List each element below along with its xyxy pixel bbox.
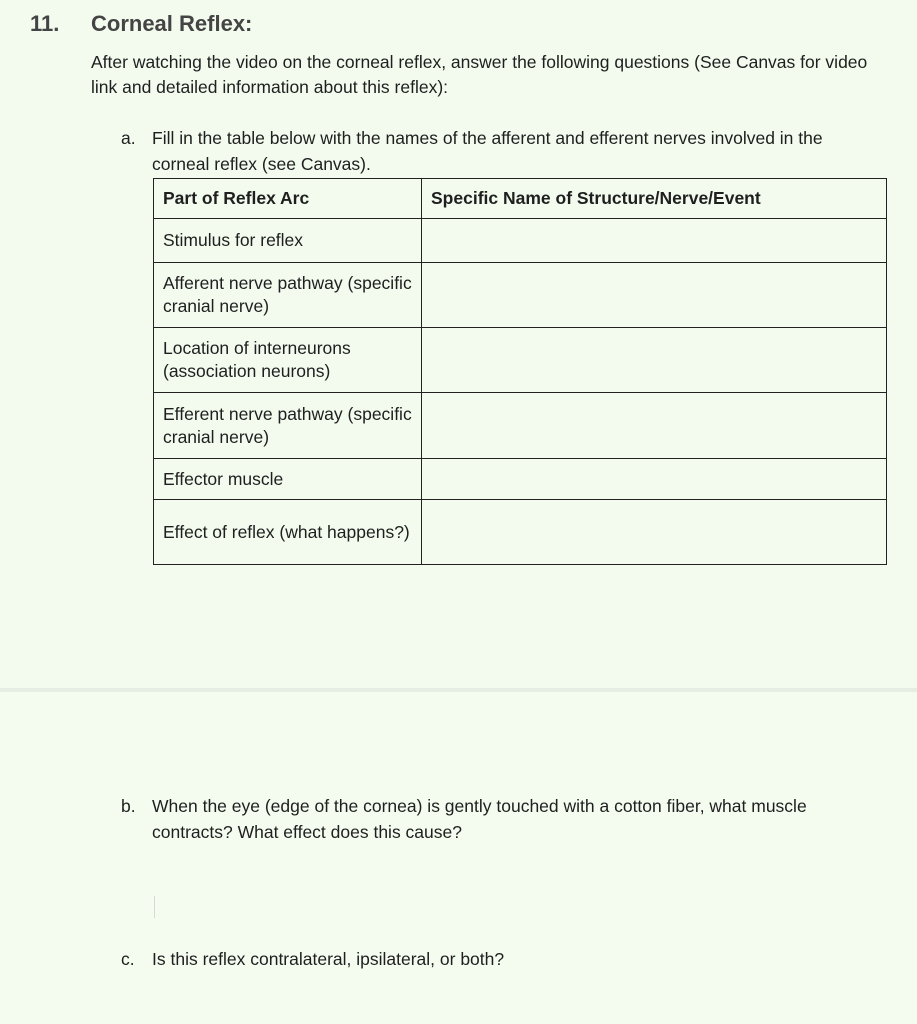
table-row	[154, 328, 887, 393]
table-header-part: Part of Reflex Arc	[154, 179, 422, 219]
table-cell-answer[interactable]	[422, 393, 887, 459]
question-title: Corneal Reflex:	[91, 11, 253, 36]
table-cell-part: Stimulus for reflex	[154, 219, 422, 263]
table-row	[154, 219, 887, 263]
table-row	[154, 263, 887, 328]
table-cell-part: Afferent nerve pathway (specific cranial nerve)	[154, 263, 422, 328]
table-header-row	[154, 179, 887, 219]
part-b-text: When the eye (edge of the cornea) is gently touched with a cotton fiber, what muscle contracts? What effect does this cause?	[152, 796, 807, 842]
question-number: 11.	[30, 11, 60, 36]
table-cell-answer[interactable]	[422, 500, 887, 565]
part-c-marker: c.	[121, 949, 135, 969]
part-c-text: Is this reflex contralateral, ipsilateral, or both?	[152, 949, 505, 969]
table-cell-part: Efferent nerve pathway (specific cranial nerve)	[154, 393, 422, 459]
table-row	[154, 459, 887, 500]
table-row	[154, 500, 887, 565]
question-intro: After watching the video on the corneal reflex, answer the following questions (See Canvas for video link and detailed information about this reflex):	[91, 52, 868, 97]
text-cursor[interactable]	[154, 896, 155, 918]
table-cell-answer[interactable]	[422, 328, 887, 393]
table-cell-part: Effect of reflex (what happens?)	[154, 500, 422, 565]
table-row	[154, 393, 887, 459]
table-cell-answer[interactable]	[422, 219, 887, 263]
reflex-arc-table	[153, 178, 887, 565]
part-b-marker: b.	[121, 796, 136, 816]
part-a-text: Fill in the table below with the names of the afferent and efferent nerves involved in the corneal reflex (see Canvas).	[152, 128, 823, 174]
table-cell-answer[interactable]	[422, 459, 887, 500]
table-cell-part: Effector muscle	[154, 459, 422, 500]
part-a-marker: a.	[121, 128, 136, 148]
table-header-answer: Specific Name of Structure/Nerve/Event	[422, 179, 887, 219]
table-cell-answer[interactable]	[422, 263, 887, 328]
page-section-bottom	[0, 692, 917, 1024]
table-cell-part: Location of interneurons (association neurons)	[154, 328, 422, 393]
